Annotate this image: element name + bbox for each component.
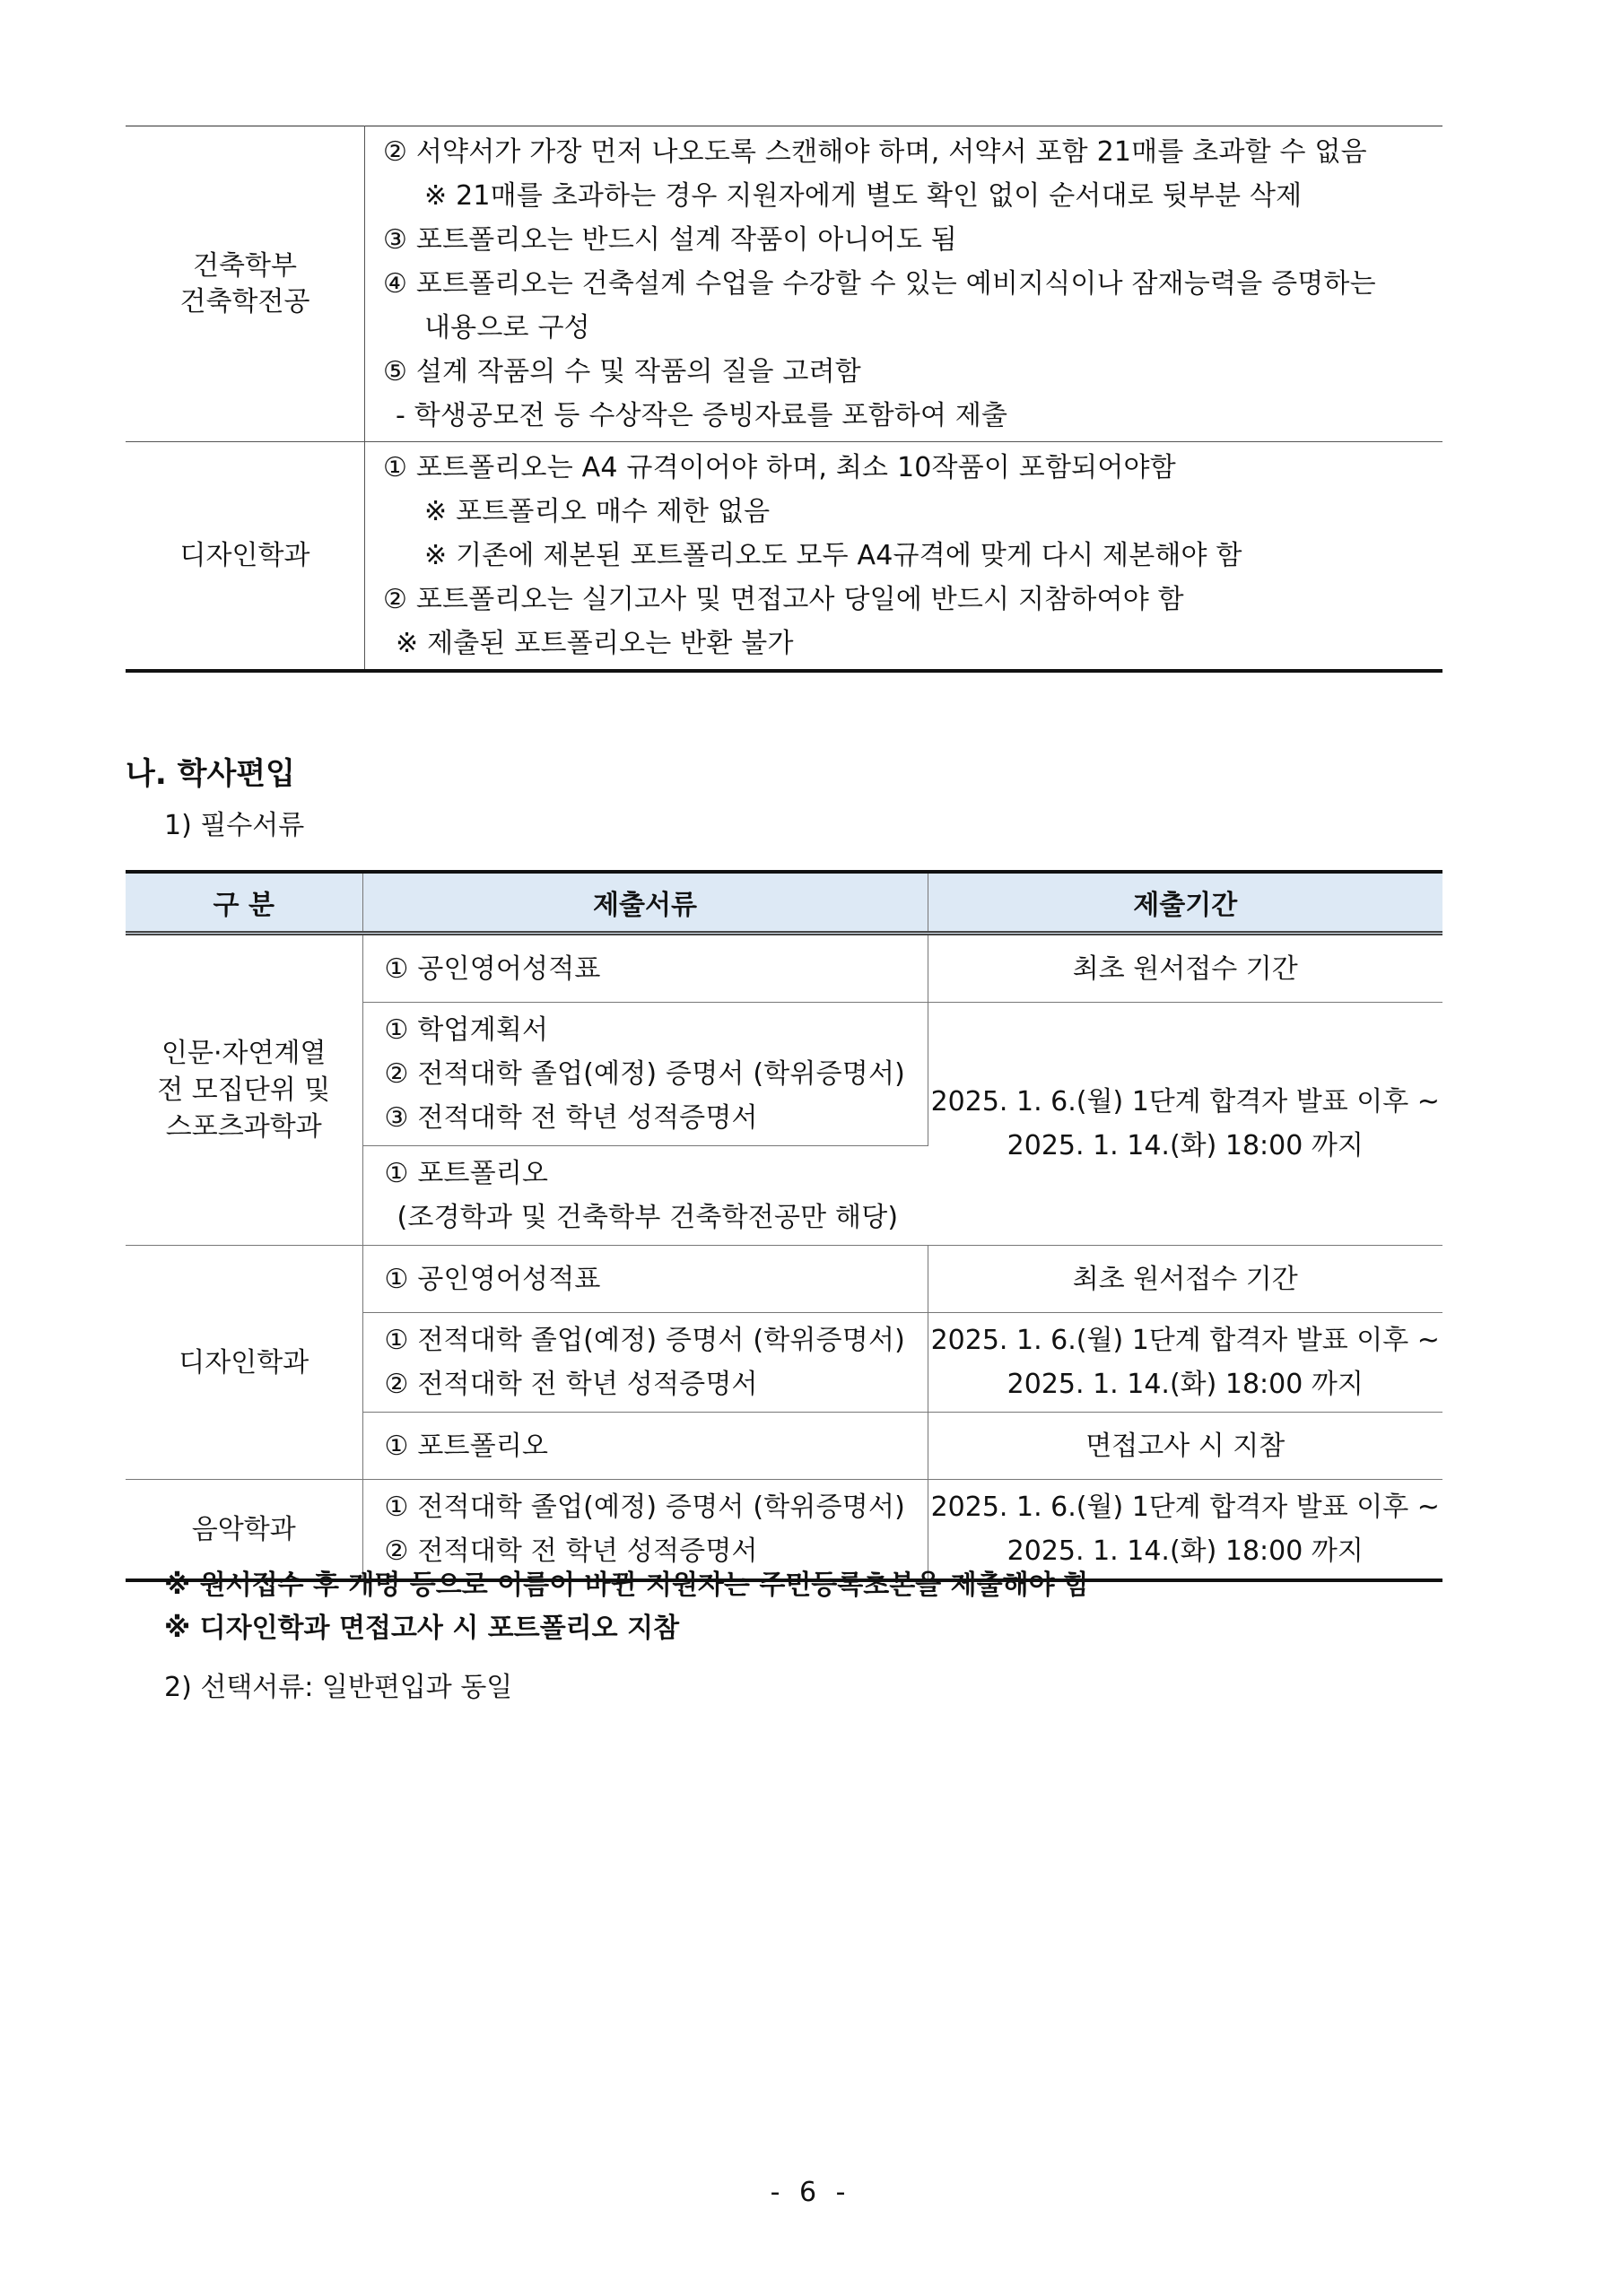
requirement-line: ④ 포트폴리오는 건축설계 수업을 수강할 수 있는 예비지식이나 잠재능력을 증명하는 [383, 268, 1376, 300]
requirement-subitem: - 학생공모전 등 수상작은 증빙자료를 포함하여 제출 [396, 400, 1008, 431]
column-header-period: 제출기간 [928, 872, 1442, 934]
period-line: 면접고사 시 지참 [1085, 1430, 1285, 1462]
note-rename: ※ 원서접수 후 개명 등으로 이름이 바뀐 지원자는 주민등록초본을 제출해야 함 [164, 1570, 1090, 1601]
subsection-title: 2) 선택서류: 일반편입과 동일 [164, 1672, 513, 1703]
document-item: ② 전적대학 전 학년 성적증명서 [384, 1535, 758, 1567]
period-line: 2025. 1. 6.(월) 1단계 합격자 발표 이후 ~ [930, 1325, 1440, 1356]
table-row [126, 1246, 1442, 1313]
period-line: 최초 원서접수 기간 [1072, 1263, 1298, 1295]
requirements-cell [365, 442, 1443, 672]
documents-cell [362, 1146, 928, 1246]
period-cell [928, 1313, 1442, 1413]
category-cell [126, 1246, 362, 1480]
documents-cell [362, 1413, 928, 1480]
category-line: 전 모집단위 및 [157, 1074, 331, 1106]
requirement-note: ※ 제출된 포트폴리오는 반환 불가 [396, 628, 794, 659]
requirements-cell [365, 126, 1443, 442]
documents-cell [362, 1246, 928, 1313]
requirement-line: ② 포트폴리오는 실기고사 및 면접고사 당일에 반드시 지참하여야 함 [383, 584, 1184, 615]
note-portfolio: ※ 디자인학과 면접고사 시 포트폴리오 지참 [164, 1613, 680, 1644]
table-row [126, 934, 1442, 1003]
documents-cell [362, 1313, 928, 1413]
category-line: 디자인학과 [179, 539, 310, 571]
requirement-note: ※ 기존에 제본된 포트폴리오도 모두 A4규격에 맞게 다시 제본해야 함 [424, 540, 1242, 571]
document-item: ① 공인영어성적표 [384, 1263, 601, 1295]
requirement-line: ⑤ 설계 작품의 수 및 작품의 질을 고려함 [383, 356, 861, 387]
portfolio-requirements-table [126, 126, 1442, 673]
period-line: 2025. 1. 14.(화) 18:00 까지 [1007, 1535, 1364, 1567]
page-number: - 6 - [770, 2177, 851, 2208]
requirement-line-continued: 내용으로 구성 [424, 312, 590, 344]
period-cell [928, 1003, 1442, 1246]
requirement-line: ① 포트폴리오는 A4 규격이어야 하며, 최소 10작품이 포함되어야함 [383, 452, 1176, 483]
period-line: 최초 원서접수 기간 [1072, 952, 1298, 985]
document-item: ① 학업계획서 [384, 1014, 549, 1046]
document-item: ① 공인영어성적표 [384, 952, 601, 985]
document-item: ② 전적대학 졸업(예정) 증명서 (학위증명서) [384, 1058, 906, 1090]
requirement-line: ③ 포트폴리오는 반드시 설계 작품이 아니어도 됨 [383, 224, 957, 256]
period-line: 2025. 1. 14.(화) 18:00 까지 [1007, 1369, 1364, 1400]
category-line: 건축학전공 [179, 285, 310, 317]
category-line: 건축학부 [193, 249, 297, 282]
document-item: ① 전적대학 졸업(예정) 증명서 (학위증명서) [384, 1492, 906, 1523]
table-row [126, 442, 1442, 672]
category-cell [126, 934, 362, 1246]
documents-cell [362, 1003, 928, 1146]
category-cell [126, 442, 365, 672]
table-row [126, 126, 1442, 442]
document-item: ③ 전적대학 전 학년 성적증명서 [384, 1102, 758, 1134]
subsection-title: 1) 필수서류 [164, 810, 305, 841]
period-cell [928, 934, 1442, 1003]
column-header-category: 구 분 [126, 872, 362, 934]
category-line: 음악학과 [191, 1513, 296, 1545]
category-line: 인문·자연계열 [161, 1038, 327, 1069]
requirement-note: ※ 21매를 초과하는 경우 지원자에게 별도 확인 없이 순서대로 뒷부분 삭제 [424, 180, 1303, 212]
period-line: 2025. 1. 6.(월) 1단계 합격자 발표 이후 ~ [930, 1492, 1440, 1523]
section-title: 나. 학사편입 [126, 756, 295, 792]
category-line: 스포츠과학과 [165, 1111, 322, 1143]
document-item: ② 전적대학 전 학년 성적증명서 [384, 1369, 758, 1400]
period-cell [928, 1246, 1442, 1313]
document-item: ① 전적대학 졸업(예정) 증명서 (학위증명서) [384, 1325, 906, 1356]
required-documents-table [126, 870, 1442, 1582]
requirement-note: ※ 포트폴리오 매수 제한 없음 [424, 496, 771, 527]
category-line: 디자인학과 [179, 1346, 309, 1378]
period-line: 2025. 1. 6.(월) 1단계 합격자 발표 이후 ~ [930, 1086, 1440, 1118]
category-cell [126, 126, 365, 442]
table-header-row [126, 872, 1442, 934]
document-note: (조경학과 및 건축학부 건축학전공만 해당) [397, 1202, 899, 1233]
documents-cell [362, 934, 928, 1003]
document-item: ① 포트폴리오 [384, 1158, 549, 1189]
document-item: ① 포트폴리오 [384, 1430, 549, 1462]
period-cell [928, 1413, 1442, 1480]
period-line: 2025. 1. 14.(화) 18:00 까지 [1007, 1130, 1364, 1161]
requirement-line: ② 서약서가 가장 먼저 나오도록 스캔해야 하며, 서약서 포함 21매를 초과할 수 없음 [383, 136, 1367, 168]
column-header-documents: 제출서류 [362, 872, 928, 934]
